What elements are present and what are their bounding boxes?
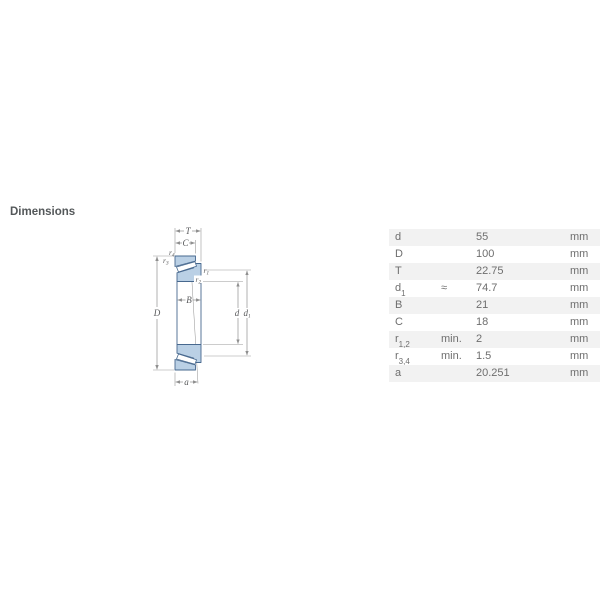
dim-label-C: C bbox=[182, 238, 189, 248]
dimension-qualifier: min. bbox=[441, 350, 462, 362]
dimension-symbol: $r_{1,2}$ bbox=[395, 333, 410, 350]
dimension-value: 1.5 bbox=[476, 350, 492, 362]
dimension-unit: mm bbox=[570, 333, 589, 345]
dimension-qualifier: ≈ bbox=[441, 282, 448, 294]
dimension-symbol: D bbox=[395, 248, 403, 260]
dimension-symbol: $r_{3,4}$ bbox=[395, 350, 410, 367]
table-row bbox=[389, 348, 600, 365]
dimension-unit: mm bbox=[570, 248, 589, 260]
dim-label-r2: $r_2$ bbox=[195, 275, 202, 286]
dimension-value: 21 bbox=[476, 299, 489, 311]
extension-lines bbox=[153, 228, 251, 386]
dimension-unit: mm bbox=[570, 316, 589, 328]
dimension-qualifier bbox=[441, 246, 476, 263]
dim-label-B: B bbox=[186, 295, 192, 305]
dimension-value: 22.75 bbox=[476, 265, 504, 277]
table-row bbox=[389, 331, 600, 348]
table-row bbox=[389, 365, 600, 382]
dimension-symbol: B bbox=[395, 299, 403, 311]
dimension-unit: mm bbox=[570, 282, 589, 294]
table-row bbox=[389, 314, 600, 331]
dim-label-r3: $r_3$ bbox=[163, 256, 169, 267]
table-row bbox=[389, 263, 600, 280]
table-row bbox=[389, 297, 600, 314]
dimension-qualifier bbox=[441, 297, 476, 314]
dim-label-D: D bbox=[153, 308, 161, 318]
dimension-value: 100 bbox=[476, 248, 495, 260]
dim-label-T: T bbox=[185, 226, 191, 236]
dimension-qualifier bbox=[441, 263, 476, 280]
dim-label-r1: $r_1$ bbox=[203, 266, 210, 277]
dimension-unit: mm bbox=[570, 299, 589, 311]
page-title: Dimensions bbox=[10, 206, 76, 218]
dim-label-r4: $r_4$ bbox=[169, 248, 175, 259]
dimension-symbol: C bbox=[395, 316, 403, 328]
dimension-symbol: T bbox=[395, 265, 402, 277]
table-row bbox=[389, 229, 600, 246]
dimensions-table bbox=[389, 229, 600, 382]
dimension-qualifier bbox=[441, 314, 476, 331]
dimension-qualifier bbox=[441, 229, 476, 246]
dimension-value: 20.251 bbox=[476, 367, 510, 379]
dimension-value: 55 bbox=[476, 231, 489, 243]
dimension-symbol: $d_1$ bbox=[395, 282, 406, 299]
table-row bbox=[389, 246, 600, 263]
dimension-unit: mm bbox=[570, 367, 589, 379]
dimension-unit: mm bbox=[570, 231, 589, 243]
dimension-unit: mm bbox=[570, 350, 589, 362]
dim-label-a: a bbox=[184, 377, 189, 387]
dimension-value: 74.7 bbox=[476, 282, 498, 294]
dimension-symbol: d bbox=[395, 231, 402, 243]
dimension-qualifier bbox=[441, 365, 476, 382]
dimension-unit: mm bbox=[570, 265, 589, 277]
bearing-diagram bbox=[145, 222, 270, 392]
dimension-symbol: a bbox=[395, 367, 402, 379]
dimension-qualifier: min. bbox=[441, 333, 462, 345]
dim-label-d1: d1 bbox=[243, 308, 251, 320]
dimension-value: 2 bbox=[476, 333, 483, 345]
table-row bbox=[389, 280, 600, 297]
dimension-value: 18 bbox=[476, 316, 489, 328]
dim-label-d: d bbox=[234, 308, 240, 318]
